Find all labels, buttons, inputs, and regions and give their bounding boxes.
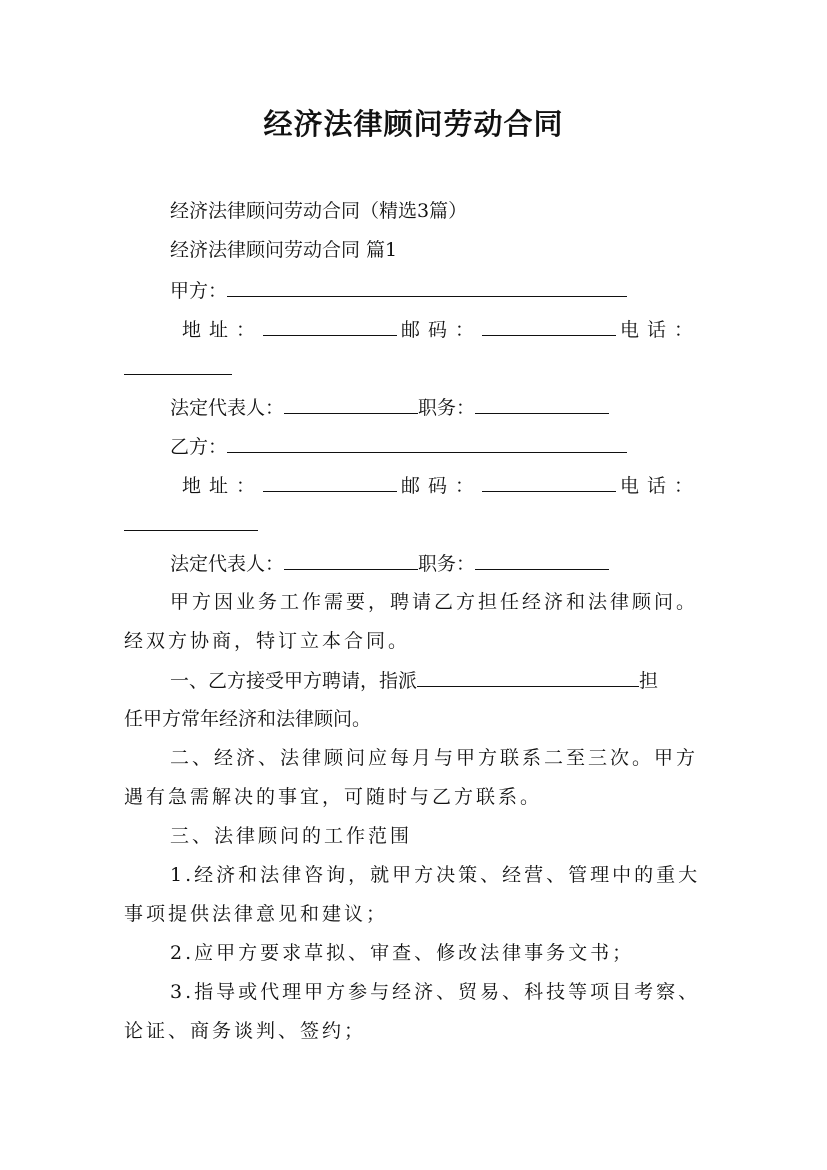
- party-b-line: [170, 434, 627, 459]
- party-b-blank[interactable]: [227, 434, 627, 453]
- party-a-phone-line: [124, 356, 232, 381]
- scope-1-line-1: 1.经济和法律咨询，就甲方决策、经营、管理中的重大: [170, 864, 701, 886]
- party-a-postcode-label: 邮码：: [401, 319, 483, 341]
- clause-1-continuation: 担: [639, 670, 659, 692]
- party-b-position-blank[interactable]: [475, 551, 609, 570]
- party-b-phone-label: 电话：: [620, 475, 702, 497]
- intro-paragraph-line-1: 甲方因业务工作需要，聘请乙方担任经济和法律顾问。: [170, 591, 699, 613]
- party-b-legal-rep-blank[interactable]: [284, 551, 418, 570]
- party-b-address-label: 地址：: [182, 475, 264, 497]
- party-a-blank[interactable]: [227, 278, 627, 297]
- party-a-legal-rep-blank[interactable]: [284, 395, 418, 414]
- intro-paragraph-line-2: 经双方协商，特订立本合同。: [124, 630, 411, 652]
- clause-2-line-2: 遇有急需解决的事宜，可随时与乙方联系。: [124, 786, 543, 808]
- clause-3-heading: 三、法律顾问的工作范围: [170, 825, 413, 847]
- scope-3-line-1: 3.指导或代理甲方参与经济、贸易、科技等项目考察、: [170, 981, 701, 1003]
- party-b-label: 乙方：: [170, 436, 228, 458]
- party-b-postcode-label: 邮码：: [401, 475, 483, 497]
- clause-1-line-2: 任甲方常年经济和法律顾问。: [124, 708, 372, 730]
- document-title: 经济法律顾问劳动合同: [263, 107, 564, 141]
- party-b-address-blank[interactable]: [263, 473, 397, 492]
- party-b-address-line: [182, 473, 701, 498]
- clause-1-text: 一、乙方接受甲方聘请，指派: [170, 670, 418, 692]
- party-a-phone-label: 电话：: [620, 319, 702, 341]
- party-a-address-blank[interactable]: [263, 317, 397, 336]
- party-a-position-blank[interactable]: [475, 395, 609, 414]
- party-a-legal-rep-label: 法定代表人：: [170, 397, 285, 419]
- clause-1-line-1: [170, 668, 658, 693]
- party-a-line: [170, 278, 627, 303]
- scope-1-line-2: 事项提供法律意见和建议；: [124, 903, 389, 925]
- party-b-position-label: 职务：: [418, 553, 476, 575]
- clause-2-line-1: 二、经济、法律顾问应每月与甲方联系二至三次。甲方: [170, 747, 699, 769]
- party-b-legal-rep-label: 法定代表人：: [170, 553, 285, 575]
- party-a-postcode-blank[interactable]: [482, 317, 616, 336]
- party-a-label: 甲方：: [170, 280, 228, 302]
- party-a-rep-line: [170, 395, 609, 420]
- party-b-phone-line: [124, 512, 258, 537]
- scope-2-line: 2.应甲方要求草拟、审查、修改法律事务文书；: [170, 942, 635, 964]
- party-a-address-label: 地址：: [182, 319, 264, 341]
- subtitle: 经济法律顾问劳动合同（精选3篇）: [170, 200, 468, 222]
- party-a-position-label: 职务：: [418, 397, 476, 419]
- party-a-address-line: [182, 317, 701, 342]
- party-b-phone-blank[interactable]: [124, 512, 258, 531]
- party-b-postcode-blank[interactable]: [482, 473, 616, 492]
- party-b-rep-line: [170, 551, 609, 576]
- scope-3-line-2: 论证、商务谈判、签约；: [124, 1020, 367, 1042]
- section-heading: 经济法律顾问劳动合同 篇1: [170, 239, 398, 261]
- assigned-advisor-blank[interactable]: [417, 668, 639, 687]
- party-a-phone-blank[interactable]: [124, 356, 232, 375]
